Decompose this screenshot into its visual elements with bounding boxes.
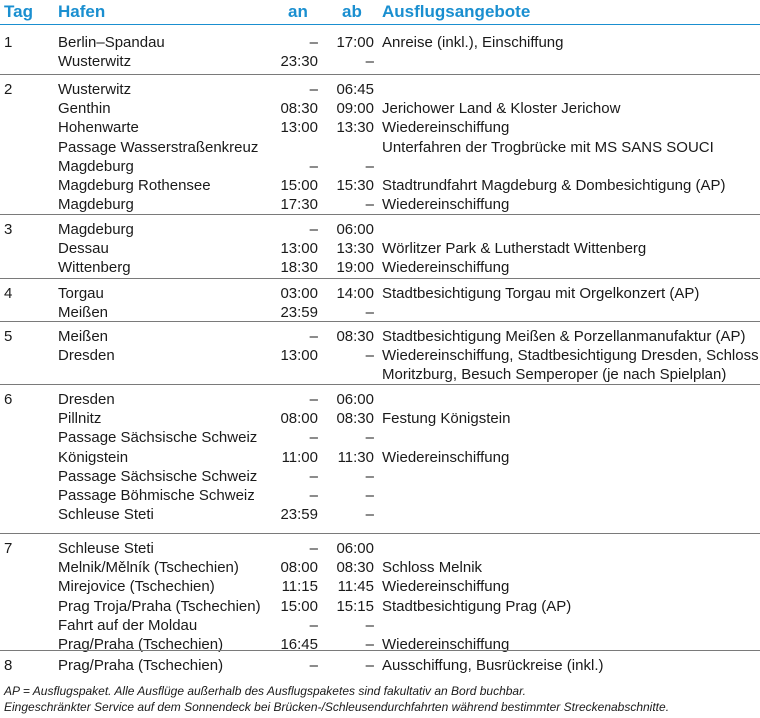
arrival-time: 08:00 [280, 559, 318, 577]
day-group [0, 214, 760, 279]
arrival-time: – [309, 221, 318, 238]
departure-time: 08:30 [336, 410, 374, 428]
arrival-time: 23:30 [280, 53, 318, 71]
excursion-text: Schloss Melnik [382, 559, 483, 577]
port-name: Magdeburg [58, 221, 134, 238]
arrival-time: – [309, 540, 318, 557]
arrival-time: – [309, 391, 318, 408]
departure-time: 13:30 [336, 119, 374, 137]
day-rows [0, 80, 760, 214]
arrival-time: 08:00 [280, 410, 318, 428]
port-name: Passage Wasserstraßenkreuz [58, 138, 259, 156]
arrival-time: 17:30 [280, 196, 318, 214]
departure-time: 06:00 [336, 221, 374, 238]
port-name: Wusterwitz [58, 53, 132, 71]
departure-time: 08:30 [336, 328, 374, 345]
departure-time: – [365, 347, 374, 365]
departure-time: 19:00 [336, 259, 374, 277]
arrival-time: 23:59 [280, 304, 318, 322]
port-name: Melnik/Mělník (Tschechien) [58, 559, 239, 577]
arrival-time: – [309, 429, 318, 447]
table-row [0, 428, 760, 447]
day-rows [0, 539, 760, 654]
port-name: Königstein [58, 448, 129, 466]
port-name: Pillnitz [58, 410, 102, 428]
arrival-time: 03:00 [280, 285, 318, 302]
arrival-time: 08:30 [280, 100, 318, 118]
table-row [0, 239, 760, 258]
day-rows [0, 390, 760, 524]
table-header [0, 0, 760, 25]
table-row [0, 80, 760, 99]
table-row [0, 616, 760, 635]
table-row [0, 157, 760, 176]
excursion-text: Festung Königstein [382, 410, 511, 428]
port-name: Magdeburg [58, 196, 134, 214]
table-row [0, 284, 760, 303]
departure-time: 06:45 [336, 81, 374, 98]
port-name: Genthin [58, 100, 111, 118]
port-name: Prag/Praha (Tschechien) [58, 657, 224, 674]
departure-time: – [365, 467, 374, 485]
excursion-text: Anreise (inkl.), Einschiffung [382, 34, 564, 51]
table-row [0, 505, 760, 524]
excursion-text: Wiedereinschiffung [382, 635, 510, 653]
excursion-text: Wiedereinschiffung [382, 259, 510, 277]
day-number: 6 [4, 391, 13, 408]
header-ausflug: Ausflugsangebote [382, 2, 531, 21]
table-row [0, 409, 760, 428]
arrival-time: 18:30 [280, 259, 318, 277]
departure-time: – [365, 486, 374, 504]
arrival-time: – [309, 328, 318, 345]
arrival-time: – [309, 157, 318, 175]
departure-time: 13:30 [336, 240, 374, 258]
port-name: Wusterwitz [58, 81, 132, 98]
port-name: Dessau [58, 240, 109, 258]
table-row [0, 539, 760, 558]
port-name: Meißen [58, 304, 109, 322]
arrival-time: – [309, 657, 318, 674]
table-row [0, 195, 760, 214]
arrival-time: – [309, 34, 318, 51]
day-number: 2 [4, 81, 13, 98]
table-row [0, 303, 760, 322]
arrival-time: – [309, 467, 318, 485]
table-row [0, 558, 760, 577]
port-name: Schleuse Steti [58, 506, 154, 524]
table-row [0, 52, 760, 71]
port-name: Magdeburg Rothensee [58, 176, 211, 194]
header-an: an [288, 2, 308, 21]
port-name: Passage Sächsische Schweiz [58, 467, 258, 485]
day-group [0, 28, 760, 74]
port-name: Torgau [58, 285, 104, 302]
excursion-text: Wiedereinschiffung [382, 119, 510, 137]
day-rows [0, 33, 760, 71]
footnote-service: Eingeschränkter Service auf dem Sonnendeck bei Brücken-/Schleusendurchfahrten während bestimmter Streckenabschnitte. [4, 700, 670, 714]
departure-time: 06:00 [336, 540, 374, 557]
departure-time: – [365, 196, 374, 214]
departure-time: – [365, 616, 374, 634]
table-row [0, 33, 760, 52]
day-number: 7 [4, 540, 13, 557]
departure-time: 06:00 [336, 391, 374, 408]
table-row [0, 327, 760, 346]
day-rows [0, 284, 760, 322]
departure-time: 11:45 [337, 578, 374, 596]
arrival-time: 23:59 [280, 506, 318, 524]
excursion-text: Wiedereinschiffung [382, 196, 510, 214]
day-group [0, 533, 760, 651]
day-group [0, 74, 760, 215]
departure-time: 15:30 [336, 176, 374, 194]
arrival-time: – [309, 486, 318, 504]
table-row [0, 138, 760, 157]
day-rows [0, 656, 760, 675]
excursion-text: Wiedereinschiffung [382, 578, 510, 596]
table-row [0, 99, 760, 118]
day-number: 4 [4, 285, 13, 302]
arrival-time: – [309, 616, 318, 634]
departure-time: – [365, 304, 374, 322]
arrival-time: – [309, 81, 318, 98]
departure-time: 17:00 [336, 34, 374, 51]
port-name: Prag/Praha (Tschechien) [58, 635, 224, 653]
arrival-time: 16:45 [280, 635, 318, 653]
excursion-text: Stadtbesichtigung Torgau mit Orgelkonzert (AP) [382, 285, 700, 302]
day-rows [0, 220, 760, 278]
port-name: Wittenberg [58, 259, 131, 277]
departure-time: 09:00 [336, 100, 374, 118]
excursion-text: Stadtrundfahrt Magdeburg & Dombesichtigung (AP) [382, 176, 726, 194]
table-row [0, 220, 760, 239]
table-row [0, 118, 760, 137]
departure-time: – [365, 657, 374, 674]
port-name: Magdeburg [58, 157, 134, 175]
port-name: Meißen [58, 328, 109, 345]
port-name: Fahrt auf der Moldau [58, 616, 198, 634]
port-name: Schleuse Steti [58, 540, 154, 557]
port-name: Dresden [58, 347, 115, 365]
excursion-text: Unterfahren der Trogbrücke mit MS SANS SOUCI [382, 138, 714, 156]
day-group [0, 321, 760, 385]
table-row [0, 577, 760, 596]
departure-time: 15:15 [336, 597, 374, 615]
departure-time: – [365, 506, 374, 524]
header-ab: ab [342, 2, 362, 21]
table-row [0, 467, 760, 486]
day-rows [0, 327, 760, 385]
excursion-text: Wörlitzer Park & Lutherstadt Wittenberg [382, 240, 647, 258]
departure-time: – [365, 635, 374, 653]
departure-time: – [365, 429, 374, 447]
departure-time: – [365, 53, 374, 71]
arrival-time: 11:00 [281, 448, 318, 466]
arrival-time: 13:00 [280, 119, 318, 137]
table-row [0, 656, 760, 675]
table-row [0, 258, 760, 277]
table-row [0, 448, 760, 467]
header-tag: Tag [4, 2, 33, 21]
excursion-text: Stadtbesichtigung Prag (AP) [382, 597, 572, 615]
excursion-text: Stadtbesichtigung Meißen & Porzellanmanufaktur (AP) [382, 328, 746, 345]
departure-time: 08:30 [336, 559, 374, 577]
day-group [0, 384, 760, 534]
table-row [0, 486, 760, 505]
excursion-text: Wiedereinschiffung, Stadtbesichtigung Dresden, Schloss Moritzburg, Besuch Semperoper (je nach Spielplan) [382, 347, 759, 384]
arrival-time: 15:00 [280, 597, 318, 615]
port-name: Berlin–Spandau [58, 34, 165, 51]
arrival-time: 13:00 [280, 240, 318, 258]
departure-time: 14:00 [336, 285, 374, 302]
port-name: Passage Böhmische Schweiz [58, 486, 255, 504]
port-name: Hohenwarte [58, 119, 139, 137]
header-hafen: Hafen [58, 2, 106, 21]
table-row [0, 346, 760, 384]
arrival-time: 11:15 [281, 578, 318, 596]
excursion-text: Jerichower Land & Kloster Jerichow [382, 100, 621, 118]
port-name: Mirejovice (Tschechien) [58, 578, 215, 596]
departure-time: 11:30 [337, 448, 374, 466]
port-name: Passage Sächsische Schweiz [58, 429, 258, 447]
day-number: 5 [4, 328, 13, 345]
table-row [0, 597, 760, 616]
table-row [0, 390, 760, 409]
table-row [0, 176, 760, 195]
excursion-text: Ausschiffung, Busrückreise (inkl.) [382, 657, 604, 674]
day-group [0, 278, 760, 322]
departure-time: – [365, 157, 374, 175]
port-name: Prag Troja/Praha (Tschechien) [58, 597, 261, 615]
port-name: Dresden [58, 391, 115, 408]
arrival-time: 13:00 [280, 347, 318, 365]
arrival-time: 15:00 [280, 176, 318, 194]
day-number: 3 [4, 221, 13, 238]
footnote-ap: AP = Ausflugspaket. Alle Ausflüge außerhalb des Ausflugspaketes sind fakultativ an Bord buchbar. [4, 684, 526, 698]
day-group [0, 650, 760, 679]
day-number: 1 [4, 34, 13, 51]
excursion-text: Wiedereinschiffung [382, 448, 510, 466]
day-number: 8 [4, 657, 13, 674]
